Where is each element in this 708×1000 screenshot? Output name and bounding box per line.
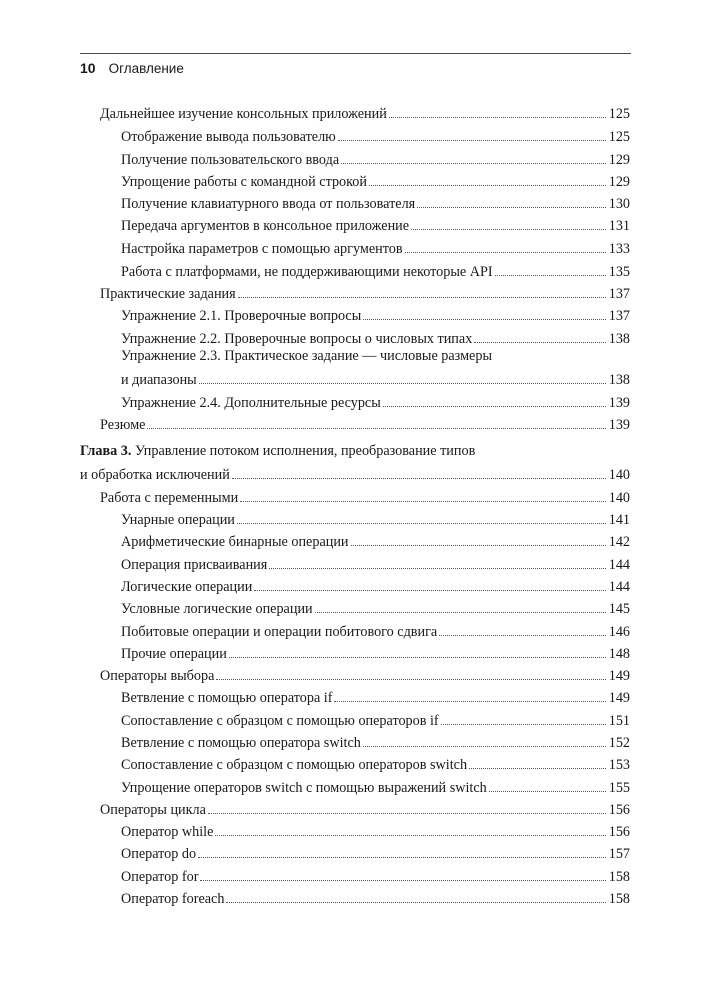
toc-page-number: 145 <box>608 601 630 617</box>
toc-entry-title: Унарные операции <box>121 512 235 528</box>
toc-subsection-entry[interactable] <box>121 843 630 863</box>
dot-leader <box>147 427 606 429</box>
toc-entry-title: Упражнение 2.1. Проверочные вопросы <box>121 308 362 324</box>
toc-subsection-entry[interactable] <box>121 126 630 146</box>
toc-subsection-entry[interactable] <box>121 888 630 908</box>
dot-leader <box>315 611 606 613</box>
toc-subsection-entry[interactable] <box>121 754 630 774</box>
toc-entry-title: Упрощение работы с командной строкой <box>121 174 367 190</box>
toc-page-number: 135 <box>608 264 630 280</box>
toc-section-entry[interactable] <box>100 283 630 303</box>
toc-entry-title: Ветвление с помощью оператора switch <box>121 735 361 751</box>
toc-page-number: 155 <box>608 780 630 796</box>
toc-subsection-entry[interactable] <box>121 710 630 730</box>
toc-page-number: 144 <box>608 579 630 595</box>
toc-entry-title: Условные логические операции <box>121 601 313 617</box>
toc-entry-title-part: Управление потоком исполнения, преобразование типов <box>134 443 476 459</box>
dot-leader <box>417 206 606 208</box>
toc-entry-title: Оператор for <box>121 869 199 885</box>
dot-leader <box>216 678 606 680</box>
toc-subsection-entry[interactable] <box>121 732 630 752</box>
toc-page-number: 142 <box>608 534 630 550</box>
toc-page-number: 148 <box>608 646 630 662</box>
dot-leader <box>198 856 606 858</box>
toc-page-number: 139 <box>608 417 630 433</box>
dot-leader <box>269 567 606 569</box>
dot-leader <box>229 656 606 658</box>
toc-page-number: 125 <box>608 129 630 145</box>
dot-leader <box>469 767 606 769</box>
toc-subsection-entry[interactable] <box>121 369 630 389</box>
dot-leader <box>208 812 606 814</box>
toc-entry-title: Операторы выбора <box>100 668 215 684</box>
dot-leader <box>199 382 606 384</box>
toc-subsection-entry[interactable] <box>121 531 630 551</box>
dot-leader <box>389 116 606 118</box>
toc-entry-title: Резюме <box>100 417 146 433</box>
toc-subsection-entry[interactable] <box>121 238 630 258</box>
toc-subsection-entry[interactable] <box>121 305 630 325</box>
toc-page-number: 137 <box>608 286 630 302</box>
dot-leader <box>254 589 606 591</box>
toc-subsection-entry[interactable] <box>121 171 630 191</box>
toc-subsection-entry[interactable] <box>121 621 630 641</box>
toc-page-number: 146 <box>608 624 630 640</box>
toc-entry-title: и обработка исключений <box>80 467 230 483</box>
toc-entry-title: Оператор foreach <box>121 891 225 907</box>
toc-page-number: 149 <box>608 668 630 684</box>
toc-entry-title: Дальнейшее изучение консольных приложений <box>100 106 387 122</box>
dot-leader <box>363 745 606 747</box>
toc-subsection-entry[interactable] <box>121 821 630 841</box>
dot-leader <box>411 228 606 230</box>
toc-entry-title: Настройка параметров с помощью аргументов <box>121 241 403 257</box>
dot-leader <box>238 296 606 298</box>
toc-page-number: 133 <box>608 241 630 257</box>
toc-entry-title: Арифметические бинарные операции <box>121 534 349 550</box>
toc-subsection-entry[interactable] <box>121 554 630 574</box>
toc-page-number: 144 <box>608 557 630 573</box>
toc-page-number: 138 <box>608 372 630 388</box>
toc-entry-title: Логические операции <box>121 579 253 595</box>
page-number: 10 <box>80 60 96 76</box>
toc-section-entry[interactable] <box>100 103 630 123</box>
toc-entry-title: Получение пользовательского ввода <box>121 152 340 168</box>
toc-page-number: 151 <box>608 713 630 729</box>
toc-entry-first-line <box>121 347 492 365</box>
toc-subsection-entry[interactable] <box>121 509 630 529</box>
dot-leader <box>474 341 606 343</box>
toc-section-entry[interactable] <box>100 799 630 819</box>
toc-page-number: 156 <box>608 824 630 840</box>
toc-entry-title: Работа с переменными <box>100 490 239 506</box>
dot-leader <box>338 139 606 141</box>
toc-page-number: 157 <box>608 846 630 862</box>
dot-leader <box>489 790 606 792</box>
toc-page-number: 140 <box>608 490 630 506</box>
toc-page-number: 158 <box>608 869 630 885</box>
toc-page-number: 125 <box>608 106 630 122</box>
toc-subsection-entry[interactable] <box>121 866 630 886</box>
toc-entry-title: Операторы цикла <box>100 802 206 818</box>
toc-entry-title: и диапазоны <box>121 372 197 388</box>
toc-subsection-entry[interactable] <box>121 149 630 169</box>
toc-entry-title: Отображение вывода пользователю <box>121 129 336 145</box>
toc-subsection-entry[interactable] <box>121 643 630 663</box>
toc-page-number: 141 <box>608 512 630 528</box>
toc-subsection-entry[interactable] <box>121 777 630 797</box>
toc-page-number: 130 <box>608 196 630 212</box>
toc-entry-title-part: Упражнение 2.3. Практическое задание — числовые размеры <box>121 348 492 364</box>
dot-leader <box>215 834 606 836</box>
toc-subsection-entry[interactable] <box>121 193 630 213</box>
toc-page-number: 137 <box>608 308 630 324</box>
toc-section-entry[interactable] <box>100 414 630 434</box>
toc-page-number: 149 <box>608 690 630 706</box>
dot-leader <box>200 879 606 881</box>
toc-subsection-entry[interactable] <box>121 392 630 412</box>
dot-leader <box>363 318 606 320</box>
dot-leader <box>341 162 606 164</box>
toc-page-number: 139 <box>608 395 630 411</box>
toc-entry-title: Передача аргументов в консольное приложение <box>121 218 410 234</box>
toc-entry-title: Упражнение 2.4. Дополнительные ресурсы <box>121 395 381 411</box>
dot-leader <box>495 274 606 276</box>
running-title: Оглавление <box>108 61 184 76</box>
toc-entry-title: Практические задания <box>100 286 236 302</box>
toc-page-number: 152 <box>608 735 630 751</box>
toc-page-number: 140 <box>608 467 630 483</box>
dot-leader <box>226 901 606 903</box>
toc-entry-title: Прочие операции <box>121 646 227 662</box>
toc-subsection-entry[interactable] <box>121 598 630 618</box>
toc-page-number: 138 <box>608 331 630 347</box>
dot-leader <box>441 723 606 725</box>
toc-entry-title: Получение клавиатурного ввода от пользователя <box>121 196 416 212</box>
dot-leader <box>232 477 606 479</box>
dot-leader <box>405 251 606 253</box>
toc-page-number: 129 <box>608 174 630 190</box>
dot-leader <box>237 522 606 524</box>
toc-subsection-entry[interactable] <box>121 687 630 707</box>
toc-entry-title: Упражнение 2.2. Проверочные вопросы о числовых типах <box>121 331 473 347</box>
toc-section-entry[interactable] <box>100 665 630 685</box>
toc-entry-first-line <box>80 442 475 460</box>
toc-page-number: 158 <box>608 891 630 907</box>
toc-entry-title: Оператор do <box>121 846 197 862</box>
toc-section-entry[interactable] <box>100 487 630 507</box>
toc-entry-title: Оператор while <box>121 824 214 840</box>
dot-leader <box>351 544 606 546</box>
toc-entry-title: Ветвление с помощью оператора if <box>121 690 333 706</box>
dot-leader <box>383 405 606 407</box>
toc-entry-title: Упрощение операторов switch с помощью выражений switch <box>121 780 487 796</box>
dot-leader <box>240 500 606 502</box>
toc-entry-title: Сопоставление с образцом с помощью операторов switch <box>121 757 468 773</box>
toc-page-number: 156 <box>608 802 630 818</box>
toc-page-number: 153 <box>608 757 630 773</box>
toc-chapter-entry[interactable] <box>80 464 630 484</box>
toc-entry-title: Побитовые операции и операции побитового сдвига <box>121 624 438 640</box>
toc-entry-title: Сопоставление с образцом с помощью операторов if <box>121 713 439 729</box>
toc-subsection-entry[interactable] <box>121 215 630 235</box>
dot-leader <box>334 700 606 702</box>
toc-entry-title: Работа с платформами, не поддерживающими некоторые API <box>121 264 493 280</box>
toc-subsection-entry[interactable] <box>121 328 630 348</box>
chapter-number: Глава 3. <box>80 443 132 459</box>
toc-page-number: 129 <box>608 152 630 168</box>
dot-leader <box>439 634 606 636</box>
toc-page-number: 131 <box>608 218 630 234</box>
toc-entry-title: Операция присваивания <box>121 557 268 573</box>
toc-subsection-entry[interactable] <box>121 261 630 281</box>
dot-leader <box>369 184 606 186</box>
toc-subsection-entry[interactable] <box>121 576 630 596</box>
